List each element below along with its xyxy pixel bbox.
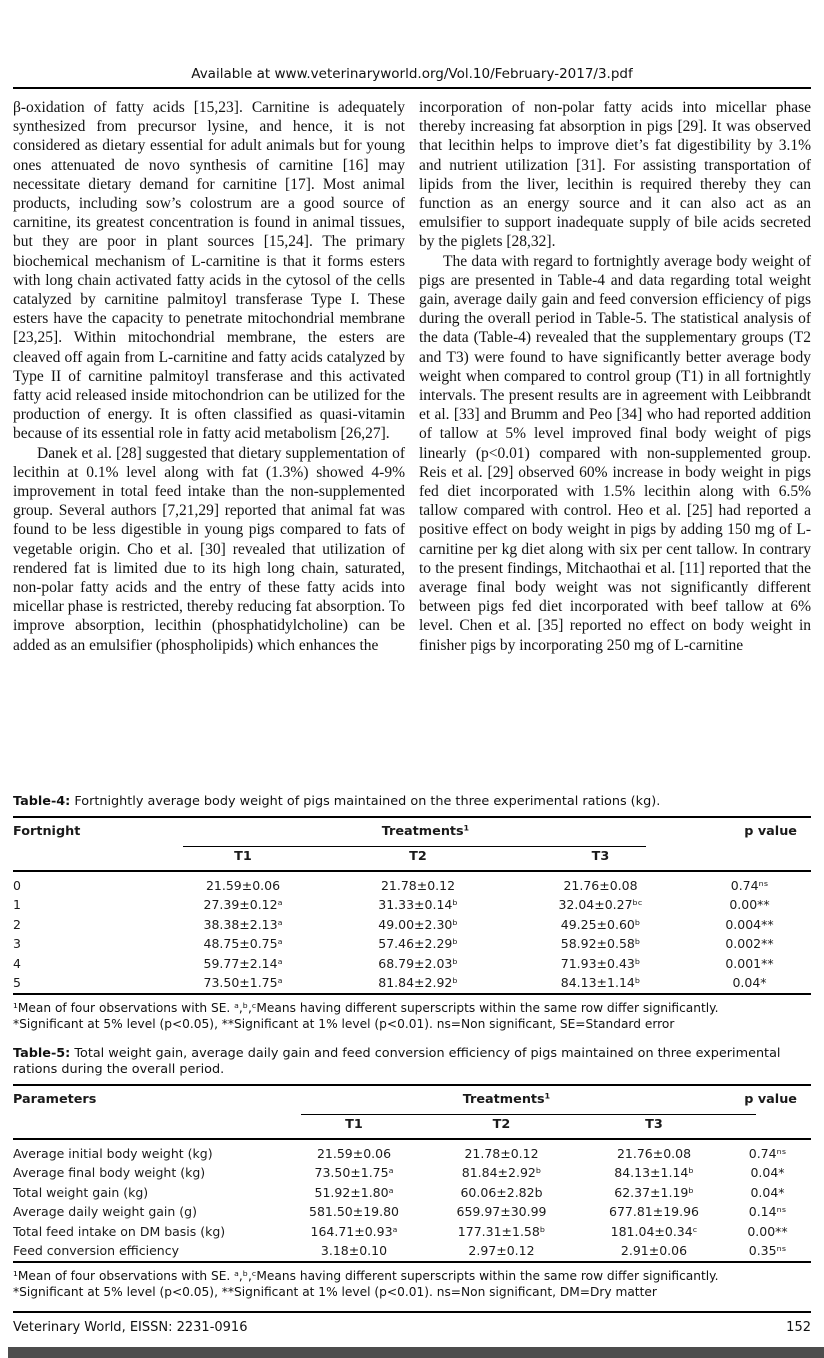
table-cell: 659.97±30.99 bbox=[456, 1204, 547, 1219]
table-cell: 0.04* bbox=[750, 1165, 785, 1180]
table-cell: 81.84±2.92ᵇ bbox=[461, 1165, 542, 1180]
table5-caption bbox=[13, 1046, 811, 1079]
table4-footnote-line1: ¹Mean of four observations with SE. ᵃ,ᵇ,ᶜMeans having different superscripts within the same row differ significantly. bbox=[13, 1000, 719, 1015]
table5-block bbox=[13, 1046, 811, 1301]
table4-footnote bbox=[13, 1000, 811, 1033]
table-cell: 68.79±2.03ᵇ bbox=[378, 955, 458, 971]
table-cell: 57.46±2.29ᵇ bbox=[378, 936, 458, 951]
table-cell: 0.00** bbox=[747, 1223, 788, 1239]
table-cell: 0.35ⁿˢ bbox=[748, 1243, 787, 1258]
column-right bbox=[419, 98, 811, 784]
table-cell: 81.84±2.92ᵇ bbox=[378, 975, 458, 990]
table-cell: 51.92±1.80ᵃ bbox=[314, 1184, 394, 1200]
table-cell: 2 bbox=[13, 916, 21, 932]
table-cell: 21.76±0.08 bbox=[616, 1145, 692, 1161]
table5-subheader-t3: T3 bbox=[645, 1116, 663, 1132]
table-cell: 181.04±0.34ᶜ bbox=[610, 1223, 698, 1239]
table4-header-treatments: Treatments¹ bbox=[381, 823, 470, 839]
paragraph: β-oxidation of fatty acids [15,23]. Carnitine is adequately synthesized from precursor lysine, and hence, it is not considered as dietary essential for adult animals but for young ones attenuated de novo synthesis of carnitine [16] may necessitate dietary demand for carnitine [17]. Most animal products, including sow’s colostrum are a good source of carnitine, its greatest concentration is found in animal tissues, but they are poor in plant sources [15,24]. The primary biochemical mechanism of L-carnitine is that it forms esters with long chain activated fatty acids in the cytosol of the cells catalyzed by carnitine palmitoyl transferase Type I. These esters have the capacity to penetrate mitochondrial membrane [23,25]. Within mitochondrial membrane, the esters are cleaved off again from L-carnitine and fatty acids catalyzed by Type II of carnitine palmitoyl transferase and this activated fatty acid released inside mitochondrion can be utilized for the production of energy. It is often classified as quasi-vitamin because of its essential role in fatty acid metabolism [26,27]. bbox=[13, 99, 405, 443]
table4-header-pvalue: p value bbox=[744, 823, 797, 839]
table-cell: 0.002** bbox=[725, 936, 774, 951]
paragraph: Danek et al. [28] suggested that dietary supplementation of lecithin at 0.1% level along with fat (1.3%) showed 4-9% improvement in total feed intake than the non-supplemented group. Several authors [7,21,29] reported that animal fat was found to be less digestible in young pigs compared to fats of vegetable origin. Cho et al. [30] revealed that utilization of rendered fat is limited due to its high long chain, saturated, non-polar fatty acids and the entry of these fatty acids into micellar phase is restricted, thereby reducing fat absorption. To improve absorption, lecithin (phosphatidylcholine) can be added as an emulsifier (phospholipids) which enhances the bbox=[13, 444, 405, 654]
table5-subheader-t2: T2 bbox=[492, 1116, 511, 1132]
table-cell: 27.39±0.12ᵃ bbox=[203, 897, 283, 912]
table-cell: Average initial body weight (kg) bbox=[13, 1145, 213, 1161]
table5-footnote-line1: ¹Mean of four observations with SE. ᵃ,ᵇ,ᶜMeans having different superscripts within the same row differ significantly. bbox=[13, 1268, 719, 1283]
paragraph: incorporation of non-polar fatty acids into micellar phase thereby increasing fat absorption in pigs [29]. It was observed that lecithin helps to improve diet’s fat digestibility by 3.1% and nutrient utilization [31]. For assisting transportation of lipids from the liver, lecithin is required thereby they can function as an energy source and it can also act as an emulsifier to support inadequate supply of bile acids secreted by the piglets [28,32]. bbox=[419, 99, 811, 251]
table4-subheader-t2: T2 bbox=[409, 848, 427, 864]
table5-subheader-t1: T1 bbox=[345, 1116, 363, 1132]
table-cell: 48.75±0.75ᵃ bbox=[203, 936, 283, 951]
table5-caption-label: Table-5: bbox=[13, 1045, 71, 1061]
table5-header-parameters: Parameters bbox=[13, 1091, 97, 1107]
table-cell: 0.004** bbox=[725, 916, 774, 932]
table4-footnote-line2: *Significant at 5% level (p<0.05), **Significant at 1% level (p<0.01). ns=Non significant, SE=Standard error bbox=[13, 1017, 675, 1031]
table-cell: 2.91±0.06 bbox=[620, 1243, 688, 1258]
table-cell: 84.13±1.14ᵇ bbox=[614, 1165, 694, 1180]
table-cell: 62.37±1.19ᵇ bbox=[614, 1184, 694, 1200]
table-cell: 73.50±1.75ᵃ bbox=[203, 975, 283, 990]
page-number: 152 bbox=[786, 1319, 811, 1335]
table-cell: 0 bbox=[13, 877, 21, 893]
table-cell: 84.13±1.14ᵇ bbox=[560, 975, 641, 990]
table-cell: 58.92±0.58ᵇ bbox=[560, 936, 641, 951]
table-cell: 3 bbox=[13, 936, 21, 951]
table-cell: 5 bbox=[13, 975, 21, 990]
table-cell: 21.78±0.12 bbox=[464, 1145, 539, 1161]
table-cell: 581.50±19.80 bbox=[309, 1204, 399, 1219]
spacer-cell bbox=[688, 849, 811, 870]
table-cell: Average final body weight (kg) bbox=[13, 1165, 206, 1180]
table4 bbox=[13, 816, 811, 995]
table5-footnote-line2: *Significant at 5% level (p<0.05), **Significant at 1% level (p<0.01). ns=Non significant, DM=Dry matter bbox=[13, 1285, 657, 1299]
table5-footnote bbox=[13, 1268, 811, 1301]
table-cell: Total weight gain (kg) bbox=[13, 1184, 149, 1200]
table5-caption-text: Total weight gain, average daily gain and feed conversion efficiency of pigs maintained on three experimental rations during the overall period. bbox=[13, 1045, 781, 1077]
table4-header-fortnight: Fortnight bbox=[13, 823, 81, 839]
table5 bbox=[13, 1084, 811, 1263]
table-cell: 0.00** bbox=[729, 897, 770, 912]
spacer-cell bbox=[13, 1117, 289, 1138]
table4-caption-label: Table-4: bbox=[13, 794, 71, 809]
availability-note: Available at www.veterinaryworld.org/Vol.10/February-2017/3.pdf bbox=[191, 66, 633, 82]
table-cell: 3.18±0.10 bbox=[320, 1243, 388, 1258]
table-cell: Average daily weight gain (g) bbox=[13, 1204, 197, 1219]
table-cell: 60.06±2.82b bbox=[460, 1184, 543, 1200]
table-cell: 0.74ⁿˢ bbox=[730, 877, 769, 893]
table4-subheader-t3: T3 bbox=[591, 848, 610, 864]
table-cell: 0.04* bbox=[750, 1184, 785, 1200]
table-cell: 4 bbox=[13, 955, 21, 971]
table-cell: 73.50±1.75ᵃ bbox=[314, 1165, 394, 1180]
table-cell: 59.77±2.14ᵃ bbox=[203, 955, 283, 971]
table-cell: 2.97±0.12 bbox=[468, 1243, 535, 1258]
table-cell: 49.00±2.30ᵇ bbox=[378, 916, 458, 932]
spacer-cell bbox=[724, 1117, 811, 1138]
table-cell: 21.76±0.08 bbox=[563, 877, 638, 893]
table-cell: 177.31±1.58ᵇ bbox=[457, 1223, 546, 1239]
table-cell: 0.14ⁿˢ bbox=[748, 1204, 787, 1219]
table5-header-treatments: Treatments¹ bbox=[462, 1091, 551, 1107]
table-cell: 0.04* bbox=[732, 975, 767, 990]
table-cell: 1 bbox=[13, 897, 21, 912]
article-body bbox=[0, 89, 824, 784]
table-cell: 38.38±2.13ᵃ bbox=[203, 916, 283, 932]
table-cell: Feed conversion efficiency bbox=[13, 1243, 179, 1258]
page-bottom-bar bbox=[8, 1347, 824, 1358]
table-cell: 32.04±0.27ᵇᶜ bbox=[558, 897, 643, 912]
tables-zone bbox=[0, 794, 824, 1301]
table4-block bbox=[13, 794, 811, 1033]
table-cell: 0.001** bbox=[725, 955, 774, 971]
spacer-cell bbox=[13, 849, 163, 870]
paragraph: The data with regard to fortnightly average body weight of pigs are presented in Table-4 and data regarding total weight gain, average daily gain and feed conversion efficiency of pigs during the overall period in Table-5. The statistical analysis of the data (Table-4) revealed that the supplementary groups (T2 and T3) were found to have significantly better average body weight when compared to control group (T1) in all fortnightly intervals. The present results are in agreement with Leibbrandt et al. [33] and Brumm and Peo [34] who had reported addition of tallow at 5% level improved final body weight of pigs linearly (p<0.01) compared with non-supplemented group. Reis et al. [29] observed 60% increase in body weight in pigs fed diet incorporated with 1.5% lecithin along with 6.5% tallow compared with control. Heo et al. [25] had reported a positive effect on body weight in pigs by adding 150 mg of L-carnitine per kg diet along with six per cent tallow. In contrary to the present findings, Mitchaothai et al. [11] reported that the average final body weight was not significantly different between pigs fed diet incorporated with beef tallow at 6% level. Chen et al. [35] reported no effect on body weight in finisher pigs by incorporating 250 mg of L-carnitine bbox=[419, 252, 811, 654]
table-cell: 71.93±0.43ᵇ bbox=[560, 955, 641, 971]
table4-subheader-t1: T1 bbox=[234, 848, 252, 864]
table5-header-pvalue: p value bbox=[744, 1091, 797, 1107]
table4-caption-text: Fortnightly average body weight of pigs maintained on the three experimental rations (kg). bbox=[70, 794, 661, 809]
table-cell: 49.25±0.60ᵇ bbox=[560, 916, 641, 932]
table-cell: 21.59±0.06 bbox=[205, 877, 281, 893]
journal-issn: Veterinary World, EISSN: 2231-0916 bbox=[13, 1319, 248, 1335]
table4-caption bbox=[13, 794, 811, 811]
table-cell: Total feed intake on DM basis (kg) bbox=[13, 1223, 226, 1239]
column-left bbox=[13, 98, 405, 784]
table-cell: 0.74ⁿˢ bbox=[748, 1145, 787, 1161]
table-cell: 677.81±19.96 bbox=[609, 1204, 699, 1219]
table-cell: 164.71±0.93ᵃ bbox=[310, 1223, 398, 1239]
table-cell: 21.78±0.12 bbox=[380, 877, 456, 893]
page-footer bbox=[13, 1311, 811, 1335]
table-cell: 21.59±0.06 bbox=[316, 1145, 392, 1161]
table-cell: 31.33±0.14ᵇ bbox=[378, 897, 458, 912]
